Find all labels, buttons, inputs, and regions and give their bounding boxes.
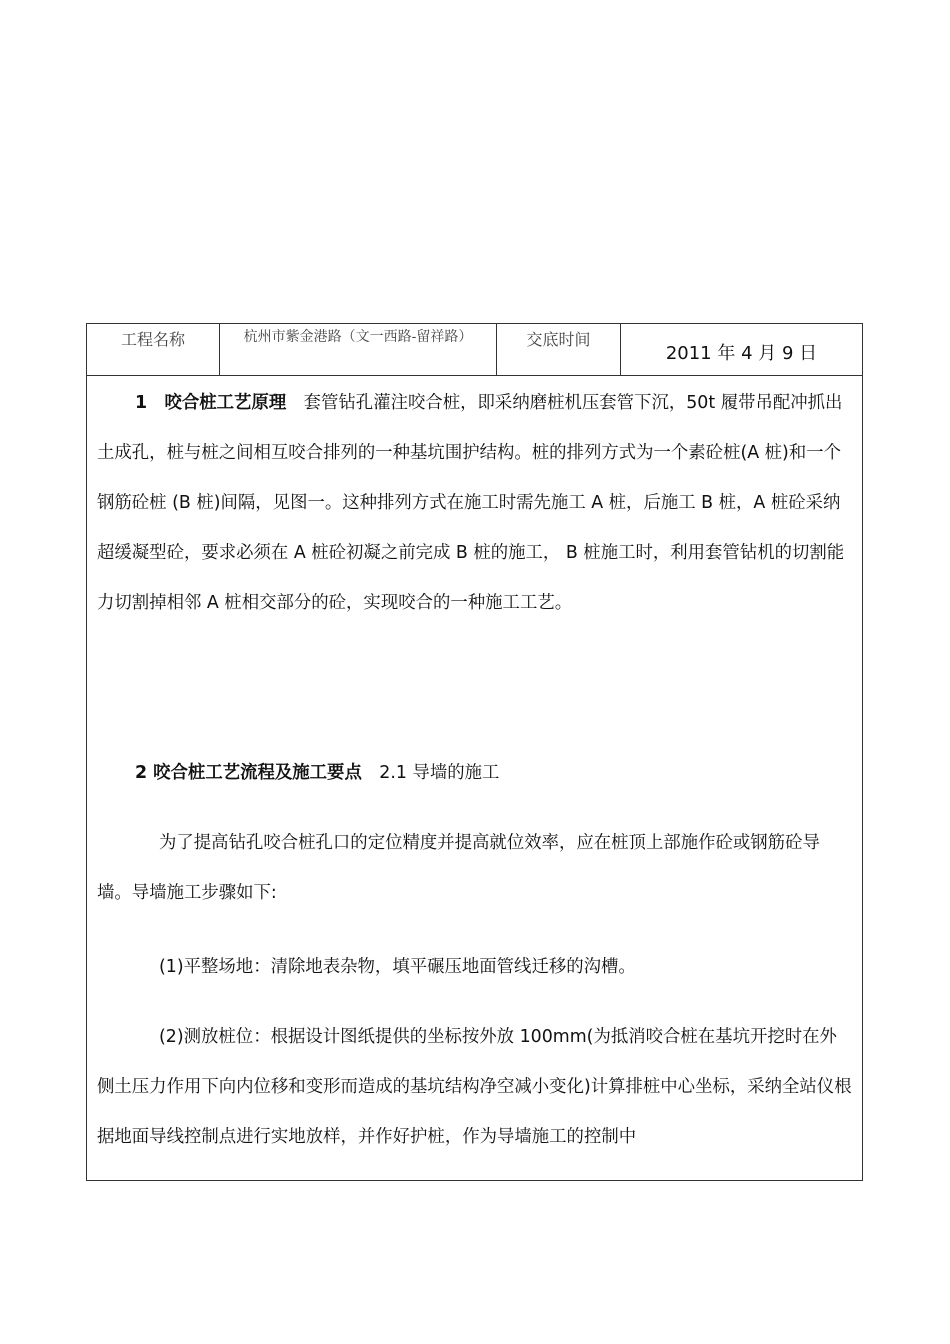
time-label: 交底时间 [497, 324, 621, 375]
heading-principle: 1 咬合桩工艺原理 [135, 393, 287, 413]
paragraph-step-1: (1)平整场地：清除地表杂物，填平碾压地面管线迁移的沟槽。 [159, 957, 636, 977]
disclosure-form [86, 323, 863, 1181]
heading-process: 2 咬合桩工艺流程及施工要点 [135, 763, 362, 783]
text-principle: 套管钻孔灌注咬合桩，即采纳磨桩机压套管下沉，50t 履带吊配冲抓出土成孔，桩与桩之间相互咬合排列的一种基坑围护结构。桩的排列方式为一个素砼桩(A 桩)和一个钢筋砼桩 (B 桩)间隔，见图一。这种排列方式在施工时需先施工 A 桩，后施工 B 桩，A 桩砼采纳超缓凝型砼，要求必须在 A 桩砼初凝之前完成 B 桩的施工， B 桩施工时，利用套管钻机的切割能力切割掉相邻 A 桩相交部分的砼，实现咬合的一种施工工艺。 [97, 393, 845, 613]
project-name: 杭州市紫金港路（文一西路-留祥路） [220, 324, 497, 375]
header-row [87, 324, 862, 376]
paragraph-guide-wall: 为了提高钻孔咬合桩孔口的定位精度并提高就位效率，应在桩顶上部施作砼或钢筋砼导墙。导墙施工步骤如下: [97, 833, 820, 903]
paragraph-process [97, 748, 854, 798]
project-label: 工程名称 [87, 324, 220, 375]
paragraph-step-2: (2)测放桩位：根据设计图纸提供的坐标按外放 100mm(为抵消咬合桩在基坑开挖时在外侧土压力作用下向内位移和变形而造成的基坑结构净空减小变化)计算排桩中心坐标，采纳全站仪根据地面导线控制点进行实地放样，并作好护桩，作为导墙施工的控制中 [97, 1027, 852, 1147]
disclosure-date: 2011 年 4 月 9 日 [665, 343, 818, 364]
paragraph-principle [97, 378, 854, 628]
subheading-guide-wall: 2.1 导墙的施工 [379, 763, 500, 783]
